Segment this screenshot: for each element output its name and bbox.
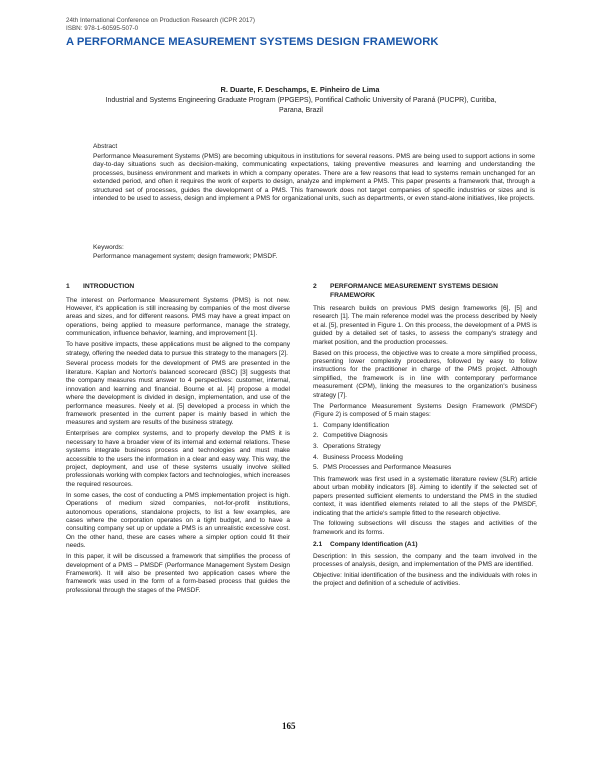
paragraph: To have positive impacts, these applications must be aligned to the company strategy, offering the needed data to pursue this strategy to the managers [2]. <box>66 341 290 357</box>
paragraph: Objective: Initial identification of the business and the individuals with roles in the project and definition of a schedule of activities. <box>313 571 537 588</box>
isbn: ISBN: 978-1-60595-507-0 <box>66 25 139 32</box>
paragraph: Description: In this session, the company and the team involved in the processes of analysis, design, and implementation of the PMS are identified. <box>313 552 537 569</box>
keywords <box>93 244 535 261</box>
stages-list <box>313 422 537 473</box>
authors: R. Duarte, F. Deschamps, E. Pinheiro de Lima <box>220 85 380 94</box>
abstract-heading: Abstract <box>93 143 118 150</box>
right-column <box>313 283 537 591</box>
paragraph: Based on this process, the objective was to create a more simplified process, presenting lower complexity procedures, followed by easy to follow instructions for the practitioner in charge of the PMS project. Although simplified, the framework is in line with contemporary performance measurement (CPM), linking the measures to the organization's business strategy [7]. <box>313 349 537 399</box>
paper-title: A PERFORMANCE MEASUREMENT SYSTEMS DESIGN FRAMEWORK <box>66 36 439 48</box>
section-heading-introduction <box>66 283 290 292</box>
paragraph: The interest on Performance Measurement Systems (PMS) is not new. However, it's application is still increasing by companies of the most diverse areas and sizes, and for different reasons. PMS may have a great impact on operations, being applied to measure performance, manage the strategy, communication, influence behavior, learning, and improvement [1]. <box>66 296 290 338</box>
abstract-text: Performance Measurement Systems (PMS) are becoming ubiquitous in institutions for several reasons. PMS are being used to support actions in some day-to-day situations such as decision-making, communicating expectations, taking preventive measures and learning and understanding the processes, business environment and markets in which a company operates. There are a few reasons that lead to systems remain unchanged for an extended period, and often it requires the work of experts to design, analyze and implement a PMS. This paper presents a framework that, through a structured set of processes, guides the development of a PMS. This framework does not target companies of specific industries or sizes and is intended to be used to assess, design and implement a PMS for organizational units, such as departments, or even stand-alone initiatives, like projects. <box>93 152 535 202</box>
conference-name: 24th International Conference on Production Research (ICPR 2017) <box>66 17 256 24</box>
paragraph: Enterprises are complex systems, and to properly develop the PMS it is necessary to have a broader view of its internal and external relations. These systems integrate business process and technologies and must make accessible to the users the information in a clear and easy way. This way, the project, deployment, and use of these systems usually involve skilled professionals working with complex factors and technologies, which increases the required resources. <box>66 430 290 488</box>
paragraph: This framework was first used in a systematic literature review (SLR) article about urban mobility indicators [8]. Aiming to identify if the selected set of papers presented sufficient elements to understand the PMS in the studied context, it was identified elements related to all the steps of the PMSDF, indicating that the article's sample fitted to the research objective. <box>313 475 537 517</box>
paragraph: In this paper, it will be discussed a framework that simplifies the process of development of a PMS – PMSDF (Performance Management System Design Framework). It will also be presented two application cases where the framework was used in the form of a form-based process that guides the professional through the stages of the PMSDF. <box>66 553 290 594</box>
list-item: 1. Company Identification <box>313 421 390 429</box>
list-item: 3. Operations Strategy <box>313 443 381 451</box>
paragraph: In some cases, the cost of conducting a PMS implementation project is high. Operations of medium sized companies, not-for-profit institutions, autonomous operations, standalone projects, to list a few examples, are cases where the corporation operates on a tight budget, and to have a consulting company set up or update a PMS is an unrealistic excessive cost. On the other hand, these are cases where a simpler option could fit their needs. <box>66 491 290 550</box>
affiliation: Industrial and Systems Engineering Graduate Program (PPGEPS), Pontifical Catholic University of Paraná (PUCPR), Curitiba, Parana, Brazil <box>105 97 497 114</box>
subsection-number: 2.1 <box>313 541 323 549</box>
left-column <box>66 283 290 598</box>
subsection-heading <box>313 541 537 549</box>
list-item: 2. Competitive Diagnosis <box>313 432 388 440</box>
section-title: PERFORMANCE MEASUREMENT SYSTEMS DESIGN FRAMEWORK <box>330 283 498 299</box>
section-number: 1 <box>66 283 70 290</box>
page-number: 165 <box>282 721 296 731</box>
list-item: 4. Business Process Modeling <box>313 453 403 461</box>
list-item: 5. PMS Processes and Performance Measures <box>313 464 452 472</box>
keywords-text: Performance management system; design framework; PMSDF. <box>93 252 278 260</box>
subsection-title: Company Identification (A1) <box>330 541 418 549</box>
section-number: 2 <box>313 283 317 290</box>
section-heading-framework <box>313 283 537 300</box>
abstract <box>93 143 535 204</box>
keywords-heading: Keywords: <box>93 244 124 251</box>
paragraph: The following subsections will discuss the stages and activities of the framework and its forms. <box>313 520 537 536</box>
conference-header <box>66 17 255 33</box>
paragraph: This research builds on previous PMS design frameworks [6], [5] and research [1]. The main reference model was the process described by Neely et al. [5], presented in Figure 1. On this process, the development of a PMS is guided by a detailed set of tasks, to assess the company's strategy and market position, and the production processes. <box>313 305 537 346</box>
paragraph: The Performance Measurement Systems Design Framework (PMSDF) (Figure 2) is composed of 5 main stages: <box>313 402 537 419</box>
section-title: INTRODUCTION <box>83 283 135 290</box>
paragraph: Several process models for the development of PMS are presented in the literature. Kaplan and Norton's balanced scorecard (BSC) [3] suggests that the company measures must answer to 4 perspectives: customer, internal, innovation and learning and financial. Bourne et al. [4] propose a model where the development is divided in design, implementation, and use of the performance measures. Neely et al. [5] developed a process in which the framework presented in the current paper is mainly based in which the measures and system are results of the business strategy. <box>66 360 290 427</box>
